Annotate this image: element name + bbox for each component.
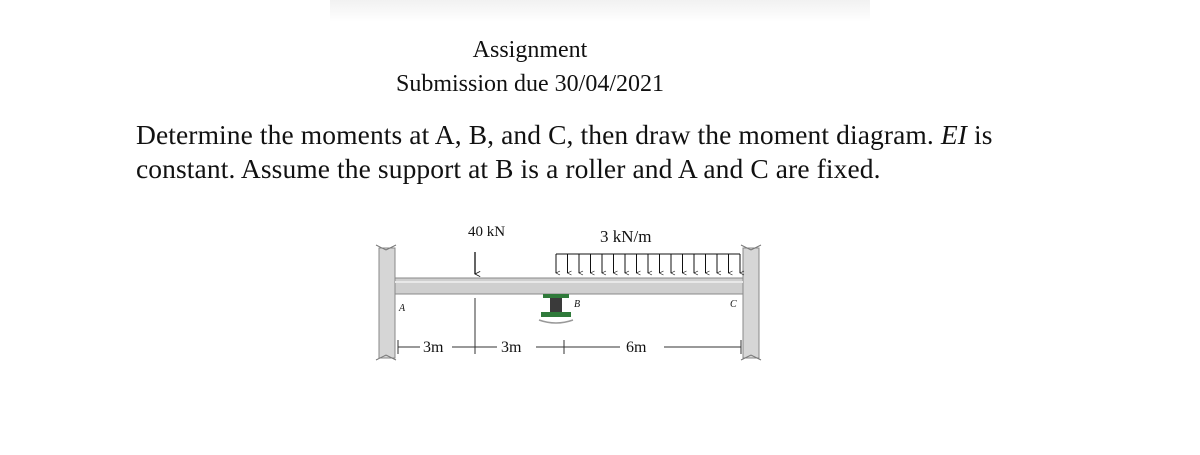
support-a-label: A xyxy=(399,303,406,314)
support-b-label: B xyxy=(574,299,581,310)
ei-symbol: EI xyxy=(940,119,968,150)
assignment-title: Assignment xyxy=(472,37,588,63)
dimension-label-2: 3m xyxy=(501,339,522,356)
distributed-load-label: 3 kN/m xyxy=(600,227,652,246)
point-load-label: 40 kN xyxy=(468,224,506,240)
roller-support-b xyxy=(539,294,573,323)
question-line-1-start: Determine the moments at A, B, and C, then draw the moment diagram. xyxy=(136,119,941,150)
support-c-label: C xyxy=(730,299,737,310)
question-line-1-end: is xyxy=(967,119,993,150)
dimension-line xyxy=(398,298,741,354)
distributed-load xyxy=(556,254,740,273)
left-wall xyxy=(376,245,396,360)
dimension-label-3: 6m xyxy=(626,339,647,356)
right-wall xyxy=(741,245,761,360)
dimension-label-1: 3m xyxy=(423,339,444,356)
submission-due: Submission due 30/04/2021 xyxy=(395,71,665,97)
question-line-2: constant. Assume the support at B is a roller and A and C are fixed. xyxy=(136,153,881,184)
beam xyxy=(395,278,743,294)
